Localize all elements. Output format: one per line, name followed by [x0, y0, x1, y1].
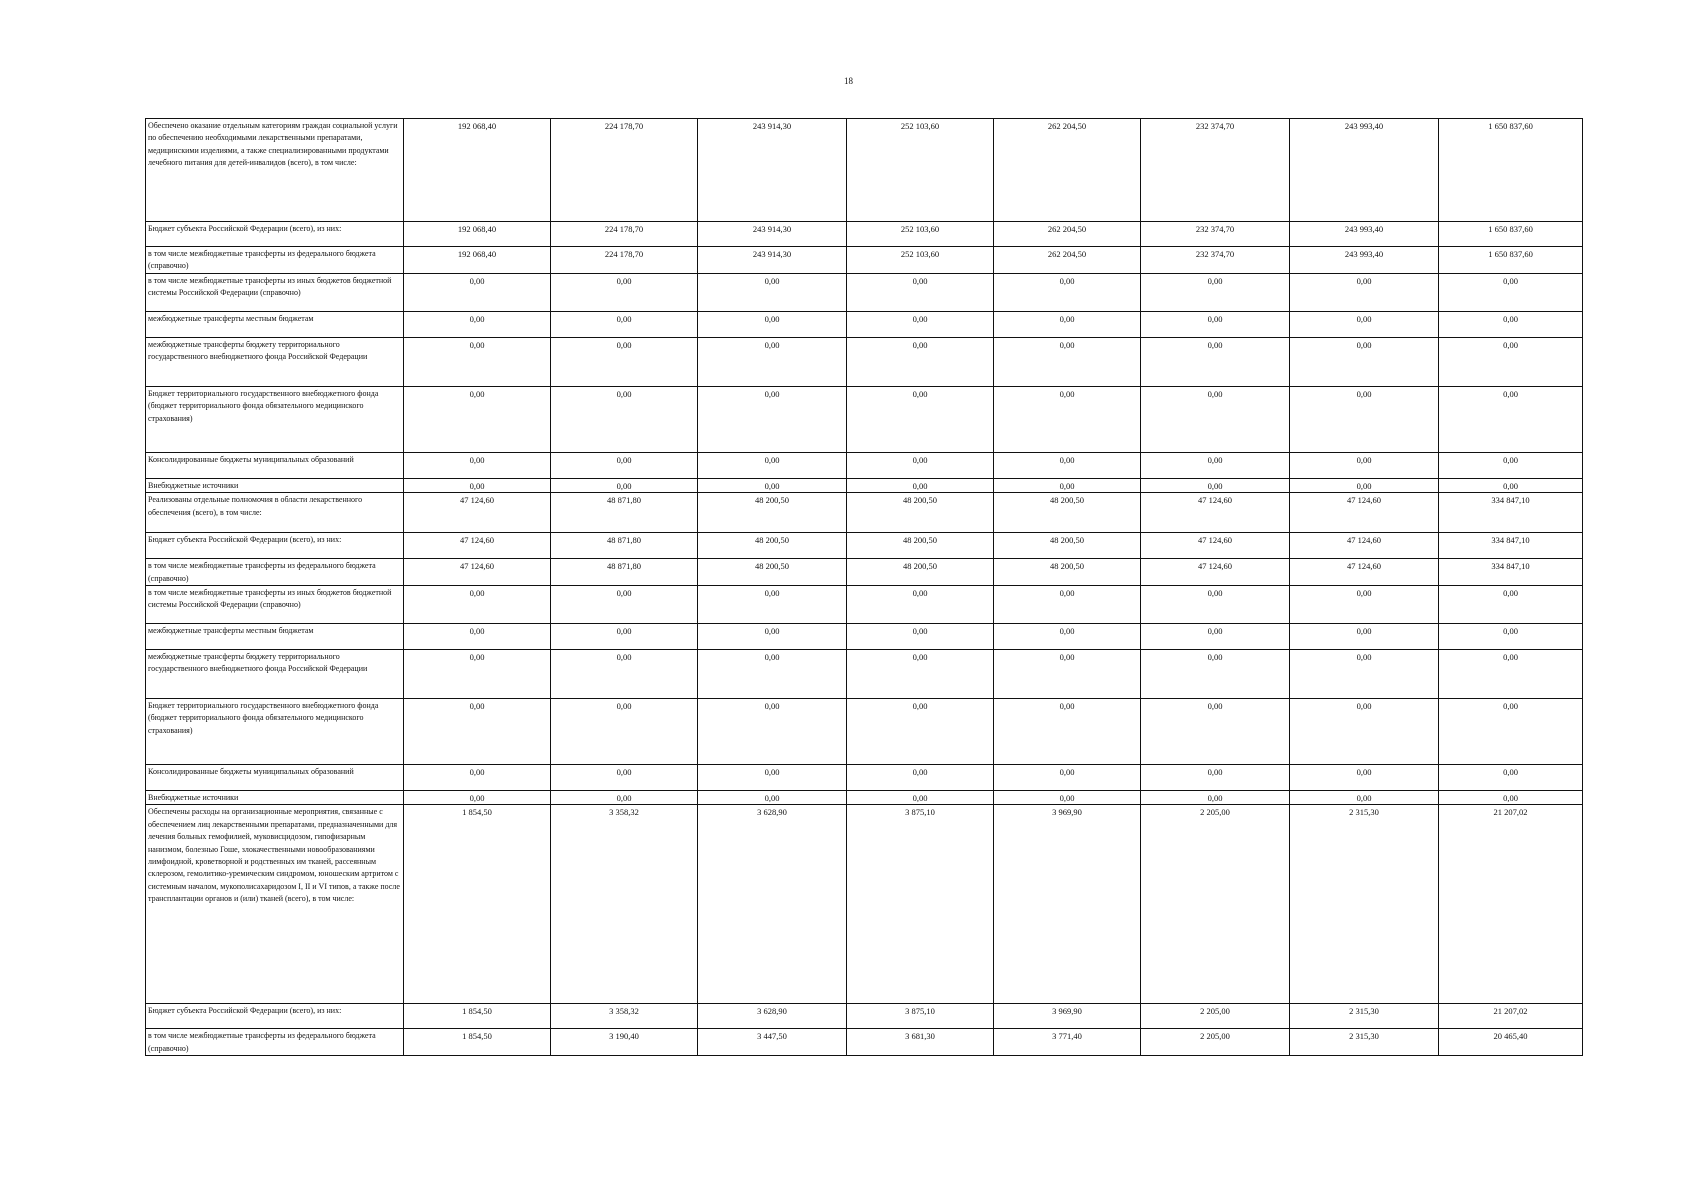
value-cell: 2 205,00 — [1141, 1029, 1290, 1056]
table-row — [146, 1029, 1583, 1056]
value-cell: 0,00 — [994, 273, 1141, 311]
value-cell: 0,00 — [994, 791, 1141, 805]
row-label: в том числе межбюджетные трансферты из федерального бюджета (справочно) — [146, 559, 404, 586]
value-cell: 0,00 — [847, 386, 994, 452]
value-cell: 0,00 — [551, 765, 698, 791]
value-cell: 252 103,60 — [847, 247, 994, 274]
value-cell: 0,00 — [551, 311, 698, 337]
row-total-cell: 0,00 — [1439, 386, 1583, 452]
value-cell: 47 124,60 — [404, 533, 551, 559]
table-row — [146, 273, 1583, 311]
value-cell: 48 200,50 — [698, 493, 847, 533]
value-cell: 3 628,90 — [698, 1004, 847, 1029]
value-cell: 0,00 — [404, 337, 551, 386]
row-label: межбюджетные трансферты бюджету территориального государственного внебюджетного фонда Российской Федерации — [146, 650, 404, 699]
value-cell: 0,00 — [698, 478, 847, 492]
value-cell: 0,00 — [1141, 452, 1290, 478]
value-cell: 0,00 — [1141, 273, 1290, 311]
value-cell: 0,00 — [1290, 386, 1439, 452]
value-cell: 0,00 — [847, 624, 994, 650]
value-cell: 3 447,50 — [698, 1029, 847, 1056]
value-cell: 0,00 — [994, 586, 1141, 624]
value-cell: 48 871,80 — [551, 493, 698, 533]
value-cell: 0,00 — [698, 765, 847, 791]
value-cell: 0,00 — [847, 478, 994, 492]
value-cell: 0,00 — [404, 624, 551, 650]
table-row — [146, 533, 1583, 559]
value-cell: 0,00 — [551, 337, 698, 386]
row-label: Бюджет субъекта Российской Федерации (всего), из них: — [146, 1004, 404, 1029]
value-cell: 224 178,70 — [551, 222, 698, 247]
row-total-cell: 1 650 837,60 — [1439, 247, 1583, 274]
value-cell: 0,00 — [1141, 765, 1290, 791]
value-cell: 0,00 — [1290, 311, 1439, 337]
row-total-cell: 0,00 — [1439, 650, 1583, 699]
value-cell: 0,00 — [404, 386, 551, 452]
value-cell: 48 871,80 — [551, 533, 698, 559]
value-cell: 0,00 — [1141, 586, 1290, 624]
row-total-cell: 334 847,10 — [1439, 533, 1583, 559]
value-cell: 232 374,70 — [1141, 247, 1290, 274]
value-cell: 0,00 — [1141, 650, 1290, 699]
table-row — [146, 791, 1583, 805]
value-cell: 47 124,60 — [1290, 559, 1439, 586]
value-cell: 47 124,60 — [1141, 493, 1290, 533]
value-cell: 0,00 — [994, 478, 1141, 492]
row-label: Обеспечено оказание отдельным категориям граждан социальной услуги по обеспечению необходимыми лекарственными препаратами, медицинскими изделиями, а также специализированными продуктами лечебного питания для детей-инвалидов (всего), в том числе: — [146, 119, 404, 222]
value-cell: 48 200,50 — [698, 533, 847, 559]
value-cell: 0,00 — [698, 386, 847, 452]
value-cell: 47 124,60 — [1141, 559, 1290, 586]
value-cell: 0,00 — [847, 699, 994, 765]
value-cell: 1 854,50 — [404, 1004, 551, 1029]
value-cell: 0,00 — [698, 624, 847, 650]
value-cell: 0,00 — [1290, 791, 1439, 805]
value-cell: 0,00 — [847, 311, 994, 337]
value-cell: 0,00 — [994, 386, 1141, 452]
row-label: Внебюджетные источники — [146, 478, 404, 492]
table-row — [146, 586, 1583, 624]
value-cell: 48 871,80 — [551, 559, 698, 586]
value-cell: 0,00 — [994, 765, 1141, 791]
value-cell: 0,00 — [1290, 624, 1439, 650]
value-cell: 0,00 — [1141, 478, 1290, 492]
value-cell: 0,00 — [847, 650, 994, 699]
row-label: в том числе межбюджетные трансферты из иных бюджетов бюджетной системы Российской Федерации (справочно) — [146, 586, 404, 624]
row-label: Бюджет территориального государственного внебюджетного фонда (бюджет территориального фонда обязательного медицинского страхования) — [146, 699, 404, 765]
value-cell: 0,00 — [847, 791, 994, 805]
value-cell: 0,00 — [1141, 386, 1290, 452]
value-cell: 0,00 — [994, 452, 1141, 478]
row-total-cell: 0,00 — [1439, 478, 1583, 492]
row-total-cell: 0,00 — [1439, 337, 1583, 386]
value-cell: 262 204,50 — [994, 222, 1141, 247]
value-cell: 0,00 — [698, 452, 847, 478]
value-cell: 0,00 — [847, 273, 994, 311]
row-total-cell: 0,00 — [1439, 586, 1583, 624]
value-cell: 0,00 — [404, 273, 551, 311]
value-cell: 0,00 — [1290, 337, 1439, 386]
value-cell: 192 068,40 — [404, 222, 551, 247]
value-cell: 262 204,50 — [994, 119, 1141, 222]
value-cell: 224 178,70 — [551, 247, 698, 274]
row-label: межбюджетные трансферты местным бюджетам — [146, 624, 404, 650]
value-cell: 243 914,30 — [698, 119, 847, 222]
value-cell: 0,00 — [847, 337, 994, 386]
value-cell: 47 124,60 — [404, 493, 551, 533]
value-cell: 0,00 — [1141, 311, 1290, 337]
value-cell: 0,00 — [698, 586, 847, 624]
value-cell: 224 178,70 — [551, 119, 698, 222]
value-cell: 0,00 — [1290, 586, 1439, 624]
value-cell: 0,00 — [551, 386, 698, 452]
value-cell: 0,00 — [404, 699, 551, 765]
row-label: Реализованы отдельные полномочия в области лекарственного обеспечения (всего), в том числе: — [146, 493, 404, 533]
value-cell: 0,00 — [1290, 452, 1439, 478]
row-label: Внебюджетные источники — [146, 791, 404, 805]
value-cell: 252 103,60 — [847, 222, 994, 247]
value-cell: 0,00 — [404, 650, 551, 699]
value-cell: 2 315,30 — [1290, 805, 1439, 1004]
value-cell: 0,00 — [551, 624, 698, 650]
value-cell: 0,00 — [847, 452, 994, 478]
row-label: Обеспечены расходы на организационные мероприятия, связанные с обеспечением лиц лекарственными препаратами, предназначенными для лечения больных гемофилией, муковисцидозом, гипофизарным нанизмом, болезнью Гоше, злокачественными новообразованиями лимфоидной, кроветворной и родственных им тканей, рассеянным склерозом, гемолитико-уремическим синдромом, юношеским артритом с системным началом, мукополисахаридозом I, II и VI типов, а также после трансплантации органов и (или) тканей (всего), в том числе: — [146, 805, 404, 1004]
value-cell: 0,00 — [551, 699, 698, 765]
table-row — [146, 247, 1583, 274]
value-cell: 262 204,50 — [994, 247, 1141, 274]
value-cell: 0,00 — [1290, 765, 1439, 791]
value-cell: 48 200,50 — [698, 559, 847, 586]
row-total-cell: 20 465,40 — [1439, 1029, 1583, 1056]
row-total-cell: 1 650 837,60 — [1439, 222, 1583, 247]
value-cell: 0,00 — [404, 791, 551, 805]
table-row — [146, 222, 1583, 247]
value-cell: 2 205,00 — [1141, 805, 1290, 1004]
value-cell: 1 854,50 — [404, 805, 551, 1004]
row-label: в том числе межбюджетные трансферты из иных бюджетов бюджетной системы Российской Федерации (справочно) — [146, 273, 404, 311]
value-cell: 0,00 — [847, 586, 994, 624]
value-cell: 0,00 — [551, 273, 698, 311]
value-cell: 232 374,70 — [1141, 222, 1290, 247]
row-label: в том числе межбюджетные трансферты из федерального бюджета (справочно) — [146, 1029, 404, 1056]
value-cell: 232 374,70 — [1141, 119, 1290, 222]
table-row — [146, 805, 1583, 1004]
row-total-cell: 0,00 — [1439, 791, 1583, 805]
value-cell: 47 124,60 — [1290, 493, 1439, 533]
row-total-cell: 0,00 — [1439, 311, 1583, 337]
value-cell: 47 124,60 — [404, 559, 551, 586]
row-total-cell: 334 847,10 — [1439, 493, 1583, 533]
value-cell: 0,00 — [698, 337, 847, 386]
value-cell: 3 358,32 — [551, 805, 698, 1004]
value-cell: 3 628,90 — [698, 805, 847, 1004]
value-cell: 3 190,40 — [551, 1029, 698, 1056]
row-total-cell: 0,00 — [1439, 765, 1583, 791]
table-row — [146, 311, 1583, 337]
value-cell: 3 771,40 — [994, 1029, 1141, 1056]
value-cell: 48 200,50 — [994, 559, 1141, 586]
value-cell: 0,00 — [994, 624, 1141, 650]
value-cell: 0,00 — [1141, 337, 1290, 386]
value-cell: 48 200,50 — [847, 559, 994, 586]
value-cell: 192 068,40 — [404, 119, 551, 222]
value-cell: 243 914,30 — [698, 247, 847, 274]
value-cell: 48 200,50 — [847, 493, 994, 533]
value-cell: 0,00 — [698, 699, 847, 765]
value-cell: 48 200,50 — [994, 493, 1141, 533]
budget-table — [145, 118, 1583, 1056]
value-cell: 0,00 — [1290, 478, 1439, 492]
value-cell: 2 205,00 — [1141, 1004, 1290, 1029]
row-label: Консолидированные бюджеты муниципальных образований — [146, 765, 404, 791]
value-cell: 2 315,30 — [1290, 1004, 1439, 1029]
table-body — [146, 119, 1583, 1056]
value-cell: 3 969,90 — [994, 1004, 1141, 1029]
table-row — [146, 650, 1583, 699]
page-number: 18 — [844, 76, 853, 86]
row-total-cell: 0,00 — [1439, 273, 1583, 311]
row-label: межбюджетные трансферты местным бюджетам — [146, 311, 404, 337]
table-row — [146, 478, 1583, 492]
table-row — [146, 119, 1583, 222]
row-label: межбюджетные трансферты бюджету территориального государственного внебюджетного фонда Российской Федерации — [146, 337, 404, 386]
row-label: Консолидированные бюджеты муниципальных образований — [146, 452, 404, 478]
value-cell: 48 200,50 — [994, 533, 1141, 559]
row-label: Бюджет субъекта Российской Федерации (всего), из них: — [146, 533, 404, 559]
value-cell: 192 068,40 — [404, 247, 551, 274]
value-cell: 0,00 — [551, 650, 698, 699]
value-cell: 252 103,60 — [847, 119, 994, 222]
value-cell: 3 875,10 — [847, 1004, 994, 1029]
row-label: Бюджет субъекта Российской Федерации (всего), из них: — [146, 222, 404, 247]
value-cell: 0,00 — [551, 452, 698, 478]
value-cell: 0,00 — [1290, 699, 1439, 765]
value-cell: 47 124,60 — [1141, 533, 1290, 559]
value-cell: 0,00 — [404, 478, 551, 492]
value-cell: 0,00 — [551, 478, 698, 492]
value-cell: 243 993,40 — [1290, 247, 1439, 274]
value-cell: 0,00 — [994, 311, 1141, 337]
value-cell: 0,00 — [847, 765, 994, 791]
value-cell: 0,00 — [994, 699, 1141, 765]
table-row — [146, 1004, 1583, 1029]
table-row — [146, 386, 1583, 452]
value-cell: 0,00 — [698, 791, 847, 805]
value-cell: 0,00 — [551, 791, 698, 805]
value-cell: 0,00 — [698, 650, 847, 699]
value-cell: 0,00 — [1290, 650, 1439, 699]
table-row — [146, 699, 1583, 765]
value-cell: 0,00 — [404, 311, 551, 337]
value-cell: 0,00 — [1290, 273, 1439, 311]
value-cell: 0,00 — [1141, 624, 1290, 650]
table-row — [146, 765, 1583, 791]
row-total-cell: 0,00 — [1439, 452, 1583, 478]
table-row — [146, 493, 1583, 533]
row-total-cell: 0,00 — [1439, 699, 1583, 765]
value-cell: 243 993,40 — [1290, 222, 1439, 247]
value-cell: 0,00 — [404, 452, 551, 478]
value-cell: 2 315,30 — [1290, 1029, 1439, 1056]
value-cell: 3 875,10 — [847, 805, 994, 1004]
value-cell: 0,00 — [994, 650, 1141, 699]
value-cell: 0,00 — [994, 337, 1141, 386]
table-row — [146, 337, 1583, 386]
row-label: Бюджет территориального государственного внебюджетного фонда (бюджет территориального фонда обязательного медицинского страхования) — [146, 386, 404, 452]
row-total-cell: 0,00 — [1439, 624, 1583, 650]
value-cell: 0,00 — [551, 586, 698, 624]
value-cell: 0,00 — [404, 586, 551, 624]
row-total-cell: 21 207,02 — [1439, 805, 1583, 1004]
row-total-cell: 1 650 837,60 — [1439, 119, 1583, 222]
value-cell: 3 681,30 — [847, 1029, 994, 1056]
value-cell: 47 124,60 — [1290, 533, 1439, 559]
value-cell: 1 854,50 — [404, 1029, 551, 1056]
value-cell: 3 358,32 — [551, 1004, 698, 1029]
value-cell: 0,00 — [1141, 699, 1290, 765]
table-row — [146, 559, 1583, 586]
value-cell: 243 914,30 — [698, 222, 847, 247]
row-total-cell: 21 207,02 — [1439, 1004, 1583, 1029]
value-cell: 0,00 — [698, 311, 847, 337]
value-cell: 0,00 — [404, 765, 551, 791]
table-row — [146, 452, 1583, 478]
value-cell: 0,00 — [1141, 791, 1290, 805]
value-cell: 48 200,50 — [847, 533, 994, 559]
row-label: в том числе межбюджетные трансферты из федерального бюджета (справочно) — [146, 247, 404, 274]
value-cell: 243 993,40 — [1290, 119, 1439, 222]
value-cell: 0,00 — [698, 273, 847, 311]
row-total-cell: 334 847,10 — [1439, 559, 1583, 586]
value-cell: 3 969,90 — [994, 805, 1141, 1004]
table-row — [146, 624, 1583, 650]
